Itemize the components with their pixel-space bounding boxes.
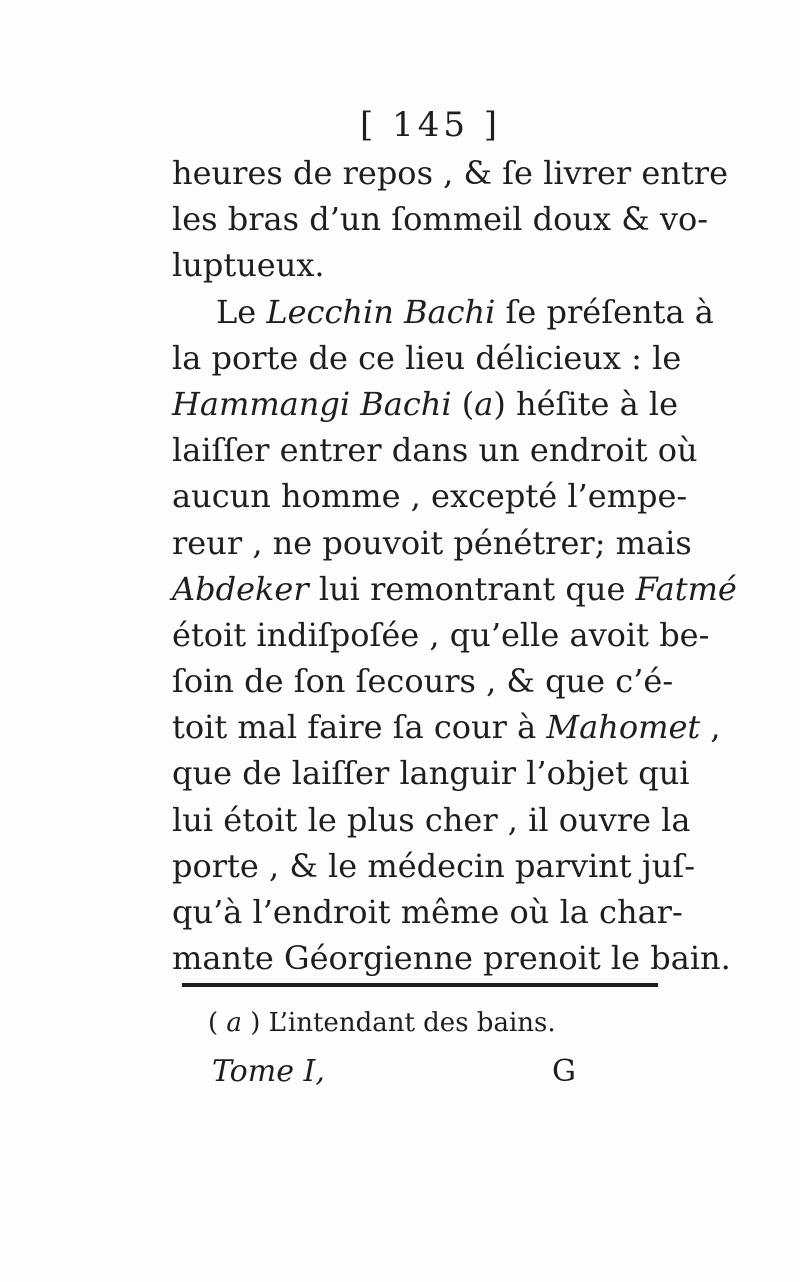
- text-line: [172, 427, 698, 473]
- text-segment: luptueux.: [172, 246, 325, 285]
- text-line: [172, 704, 721, 750]
- italic-text-segment: Abdeker: [172, 569, 309, 608]
- text-segment: toit mal faire ſa cour à: [172, 708, 547, 747]
- italic-text-segment: Lecchin Bachi: [266, 292, 496, 331]
- text-line: [172, 242, 672, 288]
- page-number-header: [ 145 ]: [360, 105, 502, 145]
- footnote: [208, 1008, 556, 1038]
- text-segment: lui étoit le plus cher , il ouvre la: [172, 800, 691, 839]
- text-segment: ſoin de ſon ſecours , & que c’é-: [172, 662, 674, 701]
- italic-text-segment: Fatmé: [635, 569, 737, 608]
- text-line: [172, 520, 692, 566]
- footnote-marker: a: [226, 1008, 242, 1038]
- text-line: [172, 658, 672, 704]
- text-segment: lui remontrant que: [308, 569, 636, 608]
- italic-text-segment: Hammangi Bachi: [172, 384, 452, 423]
- text-line: [172, 289, 714, 335]
- text-segment: la porte de ce lieu délicieux : le: [172, 338, 682, 377]
- text-segment: (: [451, 384, 475, 423]
- text-segment: ,: [700, 708, 721, 747]
- text-line: [172, 566, 737, 612]
- text-segment: mante Géorgienne prenoit le bain.: [172, 939, 731, 978]
- text-segment: heures de repos , & ſe livrer entre: [172, 154, 728, 192]
- text-line: [172, 889, 683, 935]
- footnote-close-paren: ): [241, 1008, 269, 1038]
- footnote-open-paren: (: [208, 1008, 227, 1038]
- body-text: [172, 150, 737, 981]
- italic-text-segment: Mahomet: [546, 708, 701, 747]
- text-line: [172, 612, 710, 658]
- text-line: [172, 797, 691, 843]
- footnote-rule: [182, 983, 658, 987]
- text-line: [172, 473, 688, 519]
- italic-text-segment: a: [474, 384, 494, 423]
- text-segment: porte , & le médecin parvint juſ-: [172, 846, 695, 885]
- text-segment: étoit indiſpoſée , qu’elle avoit be-: [172, 615, 710, 654]
- text-segment: qu’à l’endroit même où la char-: [172, 893, 683, 931]
- footnote-text: L’intendant des bains.: [268, 1008, 556, 1038]
- text-segment: reur , ne pouvoit pénétrer; mais: [172, 523, 692, 562]
- text-segment: laiſſer entrer dans un endroit où: [172, 431, 698, 470]
- signature-tome: Tome I,: [212, 1054, 325, 1089]
- text-line: [172, 750, 690, 796]
- text-segment: aucun homme , excepté l’empe-: [172, 477, 688, 516]
- text-line: [172, 381, 679, 427]
- text-segment: que de laiſſer languir l’objet qui: [172, 754, 690, 793]
- text-segment: Le: [216, 292, 267, 331]
- text-segment: ſe préſenta à: [495, 292, 714, 331]
- text-line: [172, 335, 682, 381]
- text-line: [172, 150, 728, 196]
- text-segment: les bras d’un ſommeil doux & vo-: [172, 200, 709, 239]
- text-segment: ) héſite à le: [493, 384, 679, 423]
- signature-mark: G: [552, 1054, 576, 1089]
- text-line: [172, 843, 695, 889]
- text-line: [172, 935, 731, 981]
- text-line: [172, 196, 709, 242]
